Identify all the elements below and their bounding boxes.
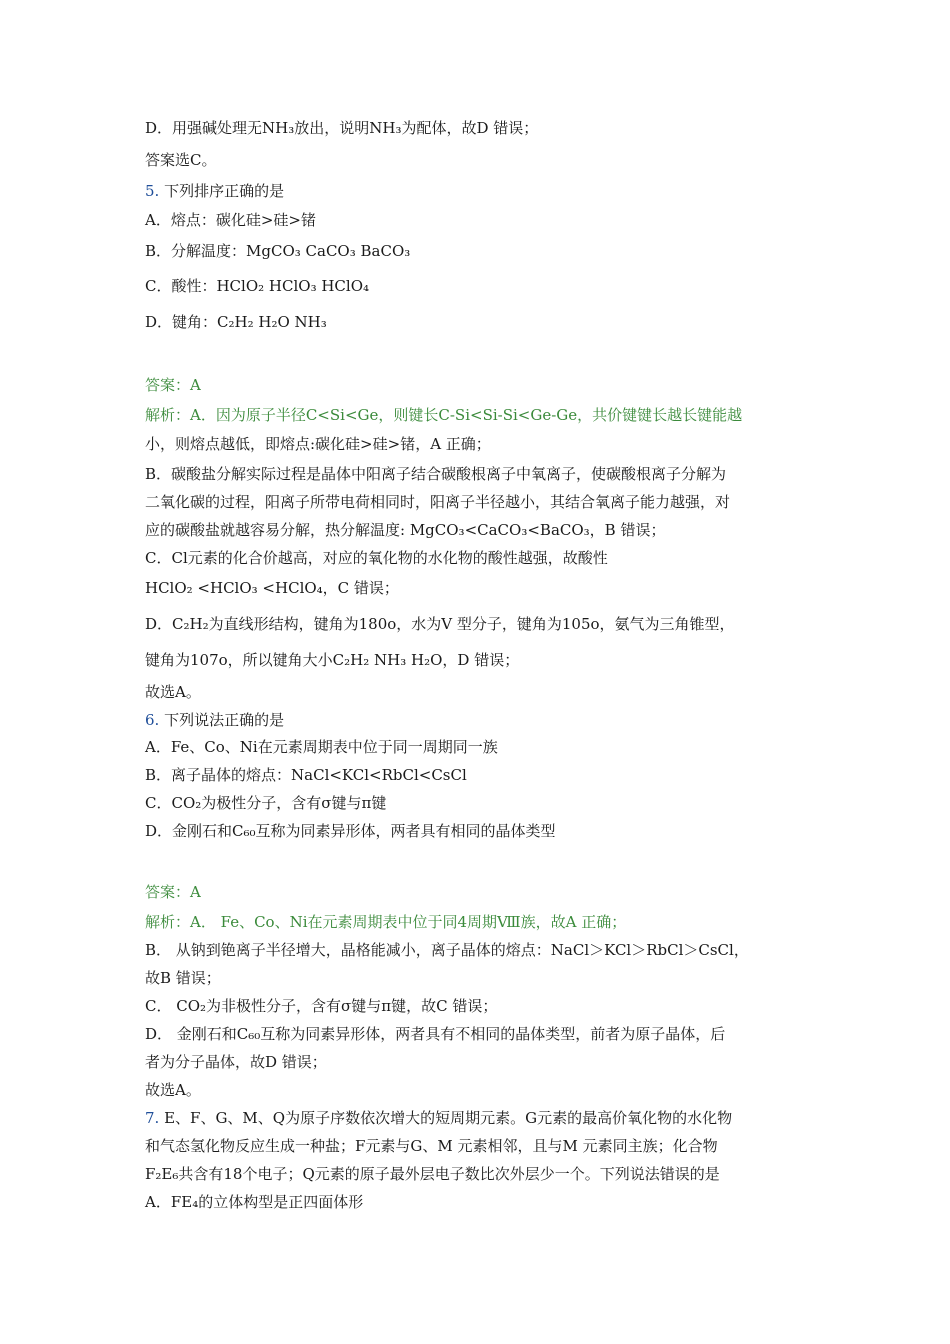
q5-option-c: C．酸性：HClO₂ HClO₃ HClO₄ — [145, 277, 370, 295]
q5-option-a: A．熔点：碳化硅>硅>锗 — [145, 211, 316, 229]
q6-option-a: A．Fe、Co、Ni在元素周期表中位于同一周期同一族 — [145, 738, 498, 756]
q6-stem: 6. 下列说法正确的是 — [145, 711, 285, 729]
q5-option-b: B．分解温度：MgCO₃ CaCO₃ BaCO₃ — [145, 242, 411, 260]
q7-stem-line-3: F₂E₆共含有18个电子；Q元素的原子最外层电子数比次外层少一个。下列说法错误的是 — [145, 1165, 720, 1183]
q5-analysis-line-6: C．Cl元素的化合价越高，对应的氧化物的水化物的酸性越强，故酸性 — [145, 549, 608, 567]
q7-stem-line-2: 和气态氢化物反应生成一种盐；F元素与G、M 元素相邻，且与M 元素同主族；化合物 — [145, 1137, 718, 1155]
q6-answer: 答案：A — [145, 883, 201, 901]
q6-number: 6. — [145, 711, 160, 729]
q6-analysis-line-5: D． 金刚石和C₆₀互称为同素异形体，两者具有不相同的晶体类型，前者为原子晶体，后 — [145, 1025, 726, 1043]
q6-analysis-line-3: 故B 错误； — [145, 969, 221, 987]
q5-answer: 答案：A — [145, 376, 201, 394]
q7-option-a: A．FE₄的立体构型是正四面体形 — [145, 1193, 364, 1211]
q5-analysis-line-3: B．碳酸盐分解实际过程是晶体中阳离子结合碳酸根离子中氧离子，使碳酸根离子分解为 — [145, 465, 727, 483]
q5-analysis-conclusion: 故选A。 — [145, 683, 201, 701]
q5-stem: 5. 下列排序正确的是 — [145, 182, 285, 200]
q6-analysis-line-2: B． 从钠到铯离子半径增大，晶格能减小，离子晶体的熔点：NaCl＞KCl＞RbCl＞CsCl， — [145, 941, 749, 959]
q7-stem-line-1: 7. E、F、G、M、Q为原子序数依次增大的短周期元素。G元素的最高价氧化物的水化物 — [145, 1109, 733, 1127]
q6-analysis-conclusion: 故选A。 — [145, 1081, 201, 1099]
q6-analysis-line-4: C． CO₂为非极性分子，含有σ键与π键，故C 错误； — [145, 997, 498, 1015]
q4-answer-line: 答案选C。 — [145, 151, 217, 169]
q5-number: 5. — [145, 182, 160, 200]
q5-analysis-line-1: 解析：A．因为原子半径C<Si<Ge，则键长C-Si<Si-Si<Ge-Ge，共价键键长越长键能越 — [145, 406, 743, 424]
q5-analysis-line-7: HClO₂ <HClO₃ <HClO₄，C 错误； — [145, 579, 399, 597]
q6-analysis-line-1: 解析：A． Fe、Co、Ni在元素周期表中位于同4周期Ⅷ族，故A 正确； — [145, 913, 627, 931]
q7-number: 7. — [145, 1109, 160, 1127]
q6-option-b: B．离子晶体的熔点：NaCl<KCl<RbCl<CsCl — [145, 766, 467, 784]
q5-option-d: D．键角：C₂H₂ H₂O NH₃ — [145, 313, 327, 331]
q6-analysis-line-6: 者为分子晶体，故D 错误； — [145, 1053, 327, 1071]
q5-analysis-line-9: 键角为107o，所以键角大小C₂H₂ NH₃ H₂O，D 错误； — [145, 651, 520, 669]
q4-option-d-explanation: D．用强碱处理无NH₃放出，说明NH₃为配体，故D 错误； — [145, 119, 539, 137]
q5-analysis-line-8: D．C₂H₂为直线形结构，键角为180o，水为V 型分子，键角为105o，氨气为三角锥型， — [145, 615, 735, 633]
q6-option-c: C．CO₂为极性分子，含有σ键与π键 — [145, 794, 387, 812]
q5-analysis-line-2: 小，则熔点越低，即熔点:碳化硅>硅>锗，A 正确； — [145, 435, 491, 453]
q5-analysis-line-4: 二氧化碳的过程，阳离子所带电荷相同时，阳离子半径越小，其结合氧离子能力越强，对 — [145, 493, 731, 511]
q5-analysis-line-5: 应的碳酸盐就越容易分解，热分解温度: MgCO₃<CaCO₃<BaCO₃，B 错误； — [145, 521, 666, 539]
q6-option-d: D．金刚石和C₆₀互称为同素异形体，两者具有相同的晶体类型 — [145, 822, 556, 840]
